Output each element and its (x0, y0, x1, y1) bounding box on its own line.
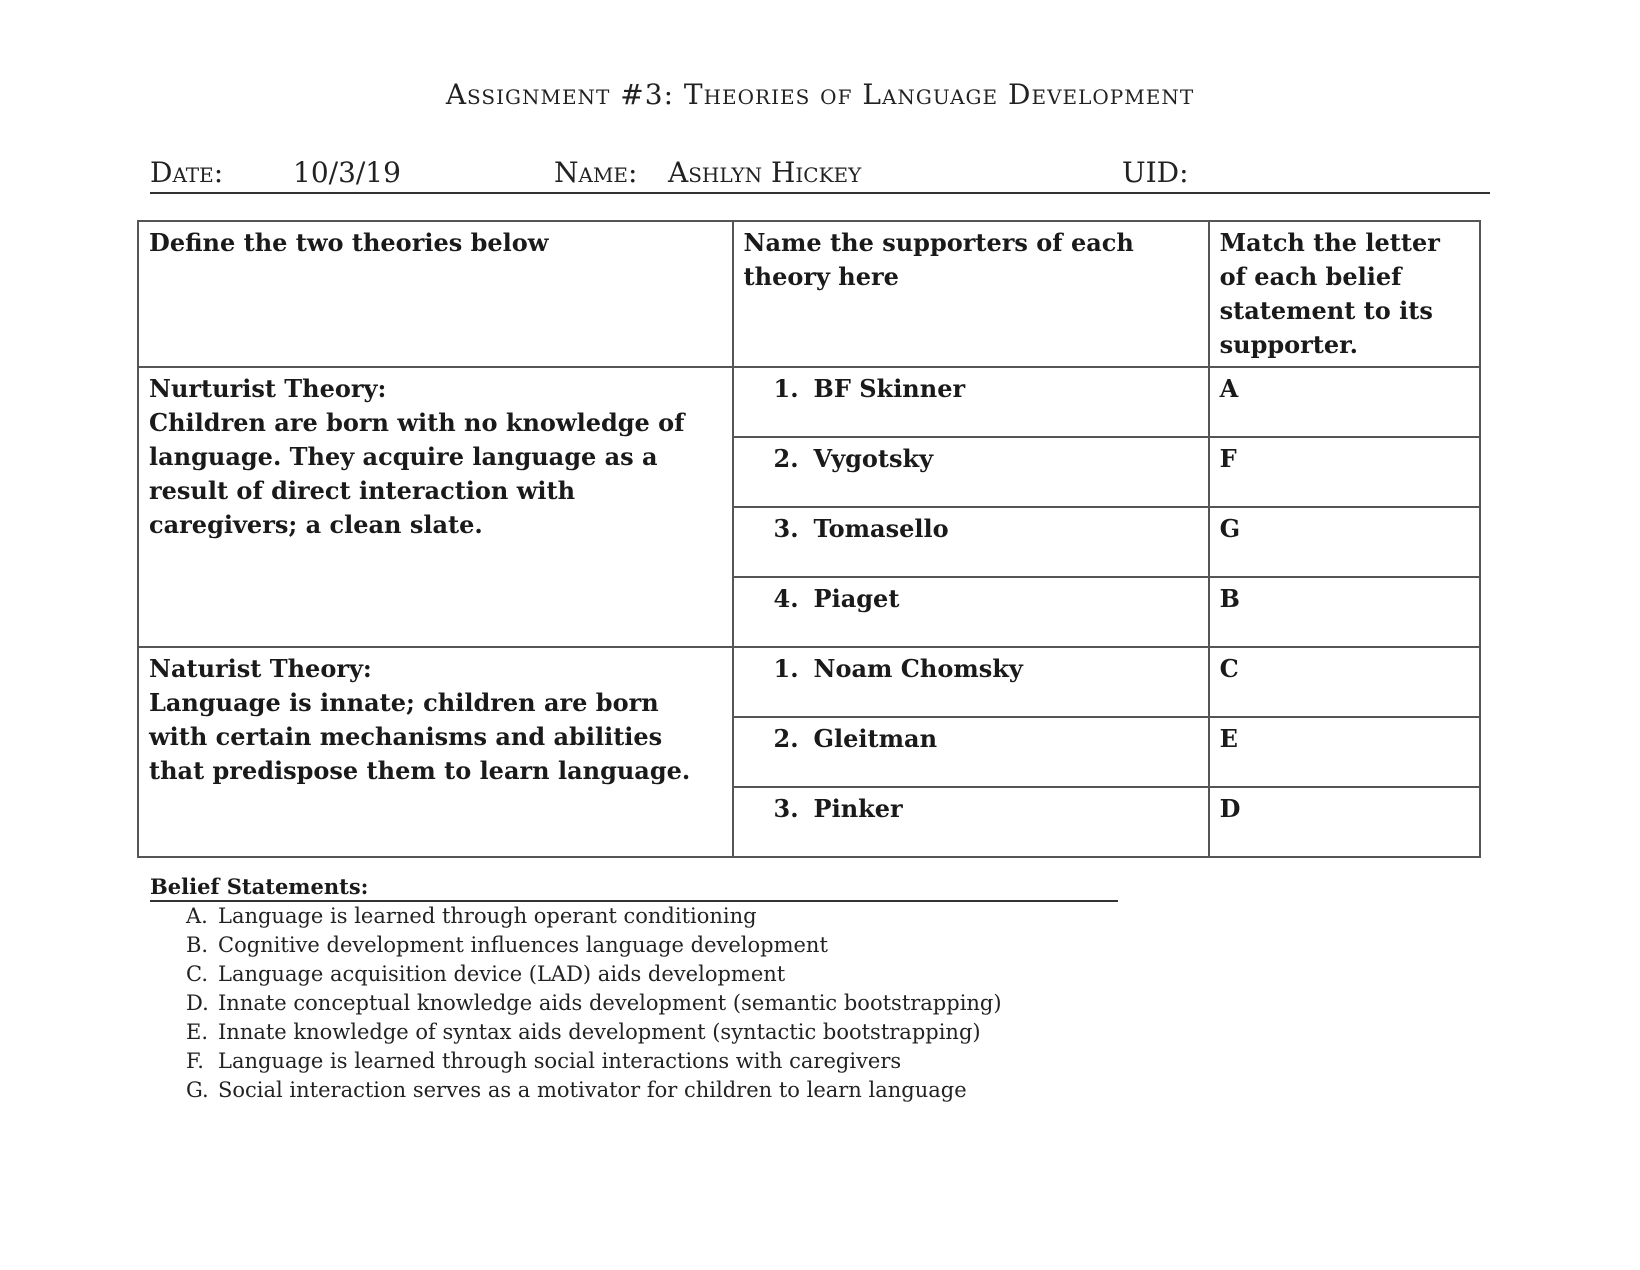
date-value: 10/3/19 (293, 156, 401, 189)
belief-letter: F. (186, 1049, 204, 1073)
supporter-name: Piaget (813, 584, 900, 613)
theory-definition: Language is innate; children are born with certain mechanisms and abilities that predispose them to learn language. (149, 688, 691, 785)
match-letter: G (1209, 507, 1480, 577)
belief-text: Language acquisition device (LAD) aids development (218, 962, 786, 986)
supporter-name: Gleitman (813, 724, 938, 753)
match-letter: A (1209, 367, 1480, 437)
name-label: Name: (554, 156, 638, 189)
supporter-name: Vygotsky (813, 444, 934, 473)
belief-letter: B. (186, 933, 209, 957)
belief-text: Innate conceptual knowledge aids development (semantic bootstrapping) (218, 991, 1002, 1015)
belief-text: Innate knowledge of syntax aids development (syntactic bootstrapping) (218, 1020, 981, 1044)
theory-name: Naturist Theory: (149, 654, 372, 683)
supporter-name: Noam Chomsky (813, 654, 1023, 683)
nurturist-theory-cell (138, 367, 733, 647)
list-item (186, 902, 1002, 931)
date-label: Date: (150, 156, 224, 189)
student-info-line (150, 152, 1490, 194)
supporter-number: 1. (773, 374, 799, 403)
list-item (186, 1076, 1002, 1105)
header-supporters: Name the supporters of each theory here (733, 221, 1209, 367)
supporter-cell (733, 507, 1209, 577)
match-letter: D (1209, 787, 1480, 857)
belief-text: Language is learned through social interactions with caregivers (218, 1049, 902, 1073)
table-header-row (138, 221, 1480, 367)
list-item (186, 989, 1002, 1018)
belief-letter: A. (186, 904, 208, 928)
table-row (138, 367, 1480, 437)
belief-text: Cognitive development influences language development (218, 933, 828, 957)
naturist-theory-cell (138, 647, 733, 857)
supporter-number: 2. (773, 444, 799, 473)
page-title: Assignment #3: Theories of Language Development (445, 78, 1195, 111)
header-match: Match the letter of each belief statement to its supporter. (1209, 221, 1480, 367)
supporter-cell (733, 577, 1209, 647)
belief-letter: D. (186, 991, 209, 1015)
belief-text: Social interaction serves as a motivator for children to learn language (218, 1078, 967, 1102)
belief-letter: C. (186, 962, 208, 986)
match-letter: F (1209, 437, 1480, 507)
supporter-name: BF Skinner (813, 374, 966, 403)
supporter-number: 3. (773, 514, 799, 543)
list-item (186, 960, 1002, 989)
supporter-cell (733, 647, 1209, 717)
uid-label: UID: (1122, 156, 1189, 189)
belief-letter: E. (186, 1020, 209, 1044)
match-letter: C (1209, 647, 1480, 717)
list-item (186, 1018, 1002, 1047)
theories-table (137, 220, 1481, 858)
list-item (186, 1047, 1002, 1076)
supporter-name: Pinker (813, 794, 903, 823)
supporter-number: 4. (773, 584, 799, 613)
header-define: Define the two theories below (138, 221, 733, 367)
match-letter: B (1209, 577, 1480, 647)
supporter-number: 2. (773, 724, 799, 753)
belief-text: Language is learned through operant conditioning (218, 904, 757, 928)
supporter-cell (733, 437, 1209, 507)
list-item (186, 931, 1002, 960)
theory-name: Nurturist Theory: (149, 374, 387, 403)
belief-statements-list (186, 902, 1002, 1105)
table-row (138, 647, 1480, 717)
belief-statements-heading: Belief Statements: (150, 874, 1118, 902)
supporter-cell (733, 787, 1209, 857)
supporter-name: Tomasello (813, 514, 949, 543)
supporter-number: 1. (773, 654, 799, 683)
name-value: Ashlyn Hickey (668, 156, 862, 189)
supporter-cell (733, 717, 1209, 787)
theory-definition: Children are born with no knowledge of language. They acquire language as a result of direct interaction with caregivers; a clean slate. (149, 408, 685, 539)
match-letter: E (1209, 717, 1480, 787)
supporter-number: 3. (773, 794, 799, 823)
supporter-cell (733, 367, 1209, 437)
belief-letter: G. (186, 1078, 209, 1102)
